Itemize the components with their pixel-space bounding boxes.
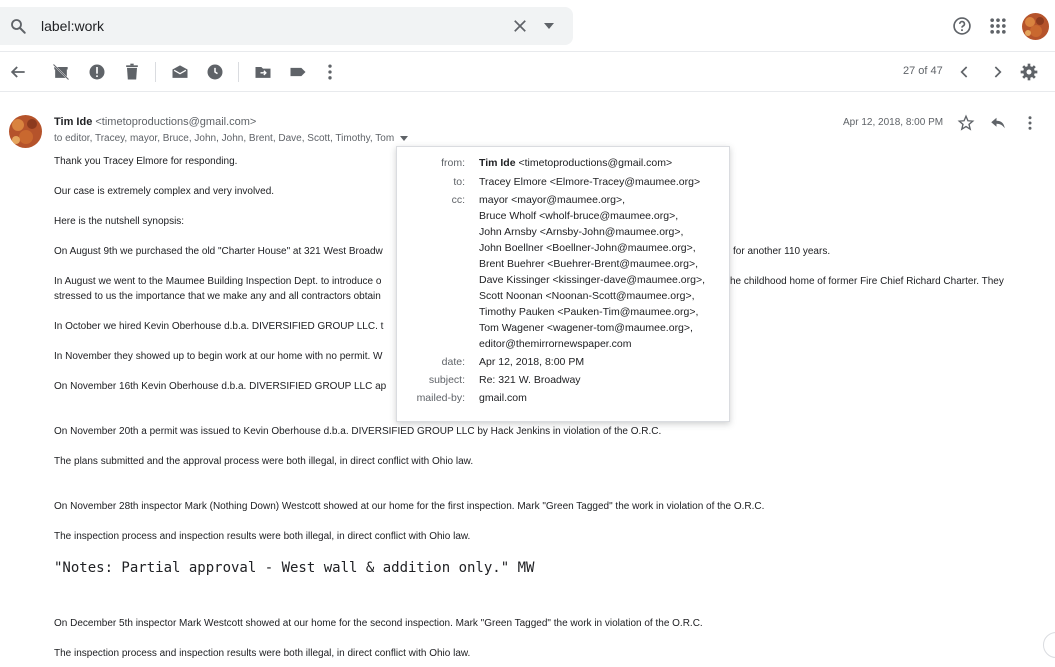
body-paragraph: Our case is extremely complex and very involved.	[54, 186, 275, 197]
details-from-name: Tim Ide	[479, 157, 516, 169]
move-to-icon[interactable]	[253, 62, 273, 82]
search-options-caret-down-icon[interactable]	[542, 21, 556, 31]
body-paragraph: On November 16th Kevin Oberhouse d.b.a. DIVERSIFIED GROUP LLC ap	[54, 381, 387, 392]
details-label: to:	[453, 176, 465, 188]
details-value	[479, 157, 672, 169]
details-label: mailed-by:	[416, 392, 465, 404]
label-icon[interactable]	[288, 62, 308, 82]
body-paragraph: The plans submitted and the approval process were both illegal, in direct conflict with Ohio law.	[54, 456, 474, 467]
sender-name[interactable]: Tim Ide	[54, 116, 93, 128]
details-label: from:	[441, 157, 465, 169]
back-arrow-icon[interactable]	[8, 62, 28, 82]
chevron-right-icon[interactable]	[987, 62, 1007, 82]
archive-icon[interactable]	[51, 62, 71, 82]
body-paragraph: Here is the nutshell synopsis:	[54, 216, 185, 227]
details-value: Apr 12, 2018, 8:00 PM	[479, 356, 585, 368]
details-cc-entry: Scott Noonan <Noonan-Scott@maumee.org>,	[479, 290, 695, 302]
recipients-list: to editor, Tracey, mayor, Bruce, John, John, Brent, Dave, Scott, Timothy, Tom	[54, 133, 395, 144]
details-value: Tracey Elmore <Elmore-Tracey@maumee.org>	[479, 176, 701, 188]
trash-icon[interactable]	[122, 62, 142, 82]
show-details-caret-down-icon[interactable]	[400, 136, 408, 141]
message-toolbar	[0, 52, 1055, 92]
side-panel-toggle-icon[interactable]	[1043, 632, 1055, 658]
body-paragraph: On August 9th we purchased the old "Charter House" at 321 West Broadw	[54, 246, 383, 257]
account-avatar[interactable]	[1022, 13, 1049, 40]
body-paragraph: Thank you Tracey Elmore for responding.	[54, 156, 238, 167]
details-cc-entry: Dave Kissinger <kissinger-dave@maumee.org>,	[479, 274, 706, 286]
body-paragraph: On November 20th a permit was issued to Kevin Oberhouse d.b.a. DIVERSIFIED GROUP LLC by Hack Jenkins in violation of the O.R.C.	[54, 426, 662, 437]
reply-icon[interactable]	[989, 114, 1007, 132]
details-cc-entry: Bruce Wholf <wholf-bruce@maumee.org>,	[479, 210, 679, 222]
body-paragraph: On November 28th inspector Mark (Nothing Down) Westcott showed at our home for the first inspection. Mark "Green Tagged" the work in violation of the O.R.C.	[54, 501, 765, 512]
sender-avatar[interactable]	[9, 115, 42, 148]
details-cc-entry: John Arnsby <Arnsby-John@maumee.org>,	[479, 226, 684, 238]
chevron-left-icon[interactable]	[955, 62, 975, 82]
details-cc-entry: mayor <mayor@maumee.org>,	[479, 194, 626, 206]
details-cc-entry: Tom Wagener <wagener-tom@maumee.org>,	[479, 322, 693, 334]
details-from-email: <timetoproductions@gmail.com>	[518, 157, 673, 169]
toolbar-divider	[238, 62, 239, 82]
recipients-line	[54, 133, 408, 144]
report-spam-icon[interactable]	[87, 62, 107, 82]
toolbar-divider	[155, 62, 156, 82]
message-details-popup	[396, 146, 730, 422]
body-paragraph: The inspection process and inspection results were both illegal, in direct conflict with Ohio law.	[54, 648, 471, 659]
search-input[interactable]: label:work	[41, 18, 105, 34]
mark-unread-icon[interactable]	[170, 62, 190, 82]
top-bar	[0, 0, 1055, 52]
body-paragraph: stressed to us the importance that we make any and all contractors obtain	[54, 291, 381, 302]
apps-grid-icon[interactable]	[988, 16, 1008, 36]
body-paragraph: On December 5th inspector Mark Westcott showed at our home for the second inspection. Mark "Green Tagged" the work in violation of the O.R.C.	[54, 618, 703, 629]
body-paragraph: In November they showed up to begin work at our home with no permit. W	[54, 351, 383, 362]
help-icon[interactable]	[952, 16, 972, 36]
body-paragraph: In October we hired Kevin Oberhouse d.b.a. DIVERSIFIED GROUP LLC. t	[54, 321, 384, 332]
sender-line	[54, 116, 256, 128]
details-label: date:	[441, 356, 465, 368]
snooze-clock-icon[interactable]	[205, 62, 225, 82]
pagination-count: 27 of 47	[903, 65, 943, 77]
more-vert-icon[interactable]	[320, 62, 340, 82]
search-box[interactable]	[0, 7, 573, 45]
details-value: Re: 321 W. Broadway	[479, 374, 581, 386]
details-cc-entry: Brent Buehrer <Buehrer-Brent@maumee.org>,	[479, 258, 699, 270]
details-cc-entry: Timothy Pauken <Pauken-Tim@maumee.org>,	[479, 306, 699, 318]
body-paragraph: The inspection process and inspection results were both illegal, in direct conflict with Ohio law.	[54, 531, 471, 542]
more-vert-icon[interactable]	[1021, 114, 1039, 132]
star-icon[interactable]	[957, 114, 975, 132]
search-icon[interactable]	[9, 17, 27, 35]
sender-email: <timetoproductions@gmail.com>	[95, 116, 257, 128]
body-paragraph-fragment: for another 110 years.	[733, 246, 831, 257]
gear-icon[interactable]	[1019, 62, 1039, 82]
close-icon[interactable]	[511, 17, 529, 35]
body-paragraph: In August we went to the Maumee Building Inspection Dept. to introduce o	[54, 276, 382, 287]
details-label: cc:	[451, 194, 465, 206]
details-label: subject:	[428, 374, 465, 386]
details-cc-entry: John Boellner <Boellner-John@maumee.org>,	[479, 242, 696, 254]
details-value: gmail.com	[479, 392, 527, 404]
quoted-note: "Notes: Partial approval - West wall & addition only." MW	[54, 560, 535, 576]
message-date: Apr 12, 2018, 8:00 PM	[843, 117, 944, 128]
body-paragraph-fragment: he childhood home of former Fire Chief Richard Charter. They	[730, 276, 1004, 287]
details-cc-entry: editor@themirrornewspaper.com	[479, 338, 632, 350]
